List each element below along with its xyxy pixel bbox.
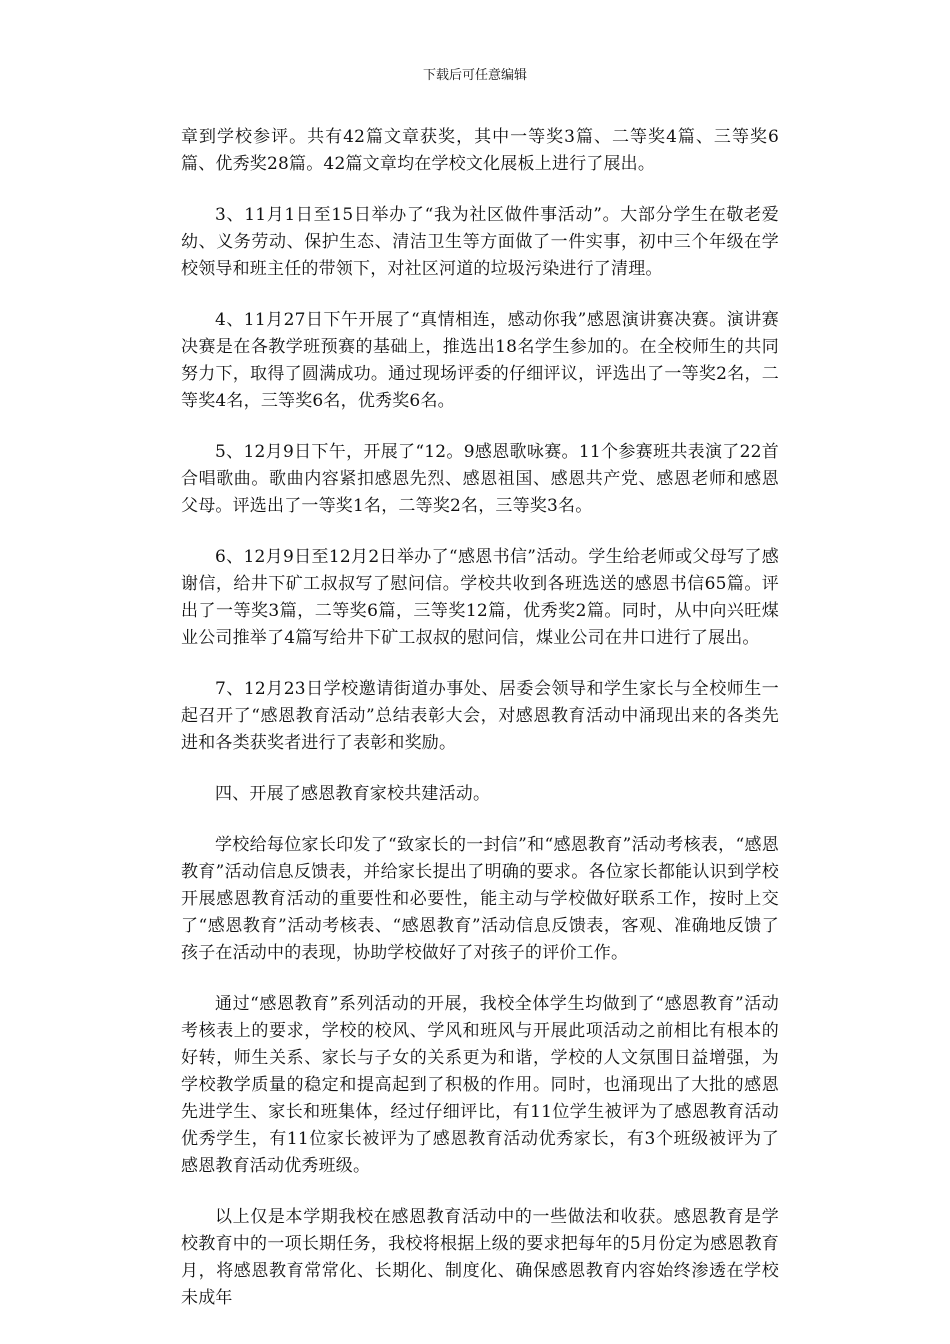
paragraph-conclusion: 以上仅是本学期我校在感恩教育活动中的一些做法和收获。感恩教育是学校教育中的一项长期任务，我校将根据上级的要求把每年的5月份定为感恩教育月，将感恩教育常常化、长期化、制度化、确保感恩教育内容始终渗透在学校未成年 (181, 1207, 779, 1308)
paragraph-singing-contest: 5、12月9日下午，开展了“12。9感恩歌咏赛。11个参赛班共表演了22首合唱歌曲。歌曲内容紧扣感恩先烈、感恩祖国、感恩共产党、感恩老师和感恩父母。评选出了一等奖1名，二等奖2名，三等奖3名。 (181, 442, 779, 516)
section-heading-home-school: 四、开展了感恩教育家校共建活动。 (215, 784, 491, 804)
paragraph-community-activity: 3、11月1日至15日举办了“我为社区做件事活动”。大部分学生在敬老爱幼、义务劳动、保护生态、清洁卫生等方面做了一件实事，初中三个年级在学校领导和班主任的带领下，对社区河道的垃圾污染进行了清理。 (181, 205, 779, 279)
document-body (181, 124, 779, 1312)
paragraph-award-summary: 章到学校参评。共有42篇文章获奖，其中一等奖3篇、二等奖4篇、三等奖6篇、优秀奖28篇。42篇文章均在学校文化展板上进行了展出。 (181, 127, 779, 174)
paragraph-letter-activity: 6、12月9日至12月2日举办了“感恩书信”活动。学生给老师或父母写了感谢信，给井下矿工叔叔写了慰问信。学校共收到各班选送的感恩书信65篇。评出了一等奖3篇，二等奖6篇，三等奖12篇，优秀奖2篇。同时，从中向兴旺煤业公司推举了4篇写给井下矿工叔叔的慰问信，煤业公司在井口进行了展出。 (181, 547, 779, 648)
paragraph-parent-letter: 学校给每位家长印发了“致家长的一封信”和“感恩教育”活动考核表，“感恩教育”活动信息反馈表，并给家长提出了明确的要求。各位家长都能认识到学校开展感恩教育活动的重要性和必要性，能主动与学校做好联系工作，按时上交了“感恩教育”活动考核表、“感恩教育”活动信息反馈表，客观、准确地反馈了孩子在活动中的表现，协助学校做好了对孩子的评价工作。 (181, 835, 779, 963)
paragraph-outcomes: 通过“感恩教育”系列活动的开展，我校全体学生均做到了“感恩教育”活动考核表上的要求，学校的校风、学风和班风与开展此项活动之前相比有根本的好转，师生关系、家长与子女的关系更为和谐，学校的人文氛围日益增强，为学校教学质量的稳定和提高起到了积极的作用。同时，也涌现出了大批的感恩先进学生、家长和班集体，经过仔细评比，有11位学生被评为了感恩教育活动优秀学生，有11位家长被评为了感恩教育活动优秀家长，有3个班级被评为了感恩教育活动优秀班级。 (181, 994, 779, 1176)
page-header-note: 下载后可任意编辑 (422, 68, 527, 83)
paragraph-commendation-meeting: 7、12月23日学校邀请街道办事处、居委会领导和学生家长与全校师生一起召开了“感恩教育活动”总结表彰大会，对感恩教育活动中涌现出来的各类先进和各类获奖者进行了表彰和奖励。 (181, 679, 779, 753)
paragraph-speech-contest: 4、11月27日下午开展了“真情相连，感动你我”感恩演讲赛决赛。演讲赛决赛是在各教学班预赛的基础上，推选出18名学生参加的。在全校师生的共同努力下，取得了圆满成功。通过现场评委的仔细评议，评选出了一等奖2名，二等奖4名，三等奖6名，优秀奖6名。 (181, 310, 779, 411)
